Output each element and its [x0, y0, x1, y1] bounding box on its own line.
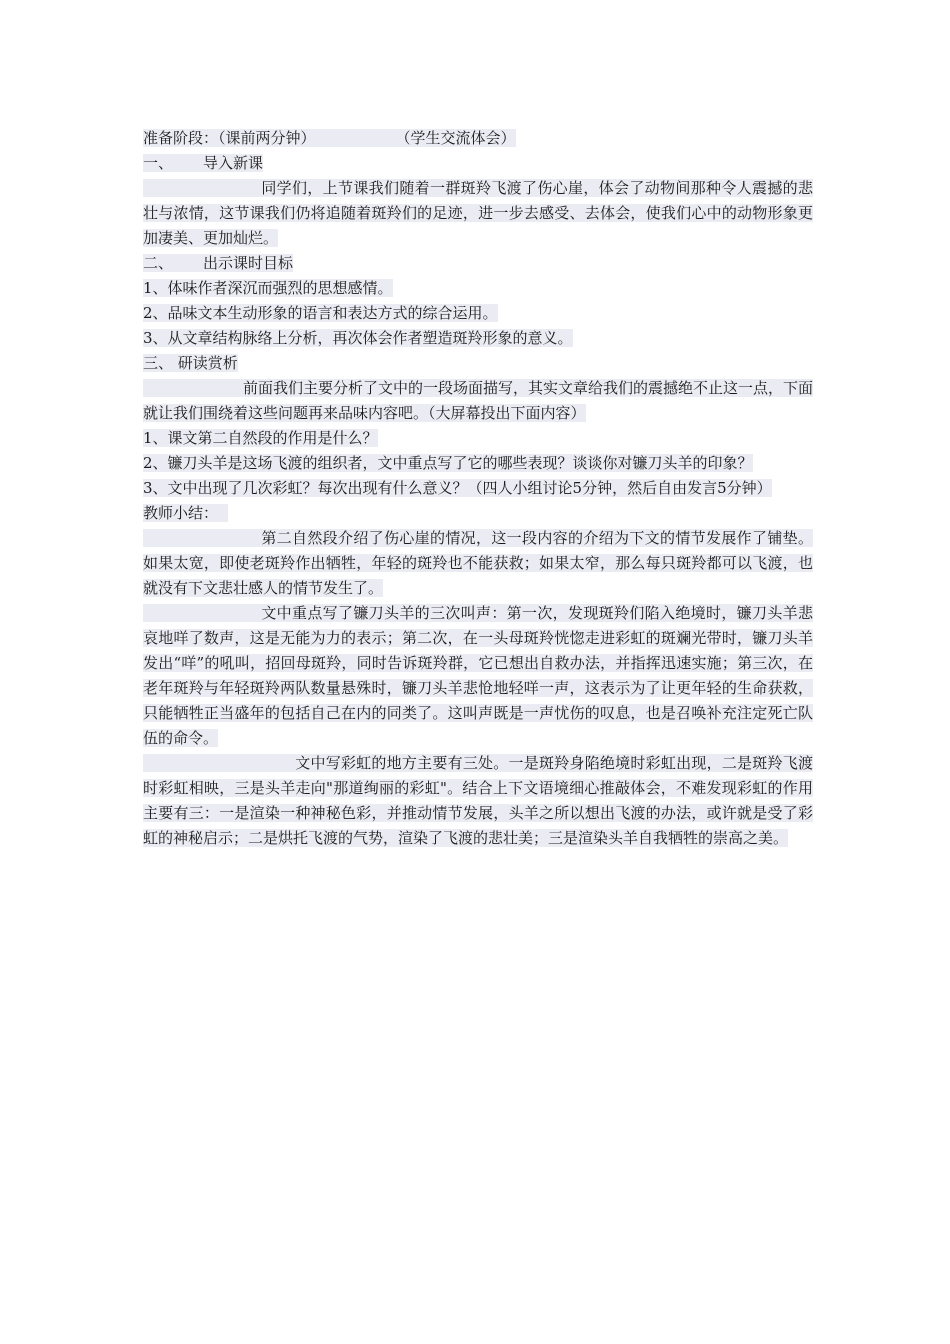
- intro-paragraph-text: 同学们，上节课我们随着一群斑羚飞渡了伤心崖，体会了动物间那种令人震撼的悲壮与浓情，这节课我们仍将追随着斑羚们的足迹，进一步去感受、去体会，使我们心中的动物形象更加凄美、更加灿烂。: [143, 179, 813, 247]
- summary-paragraph-text: 文中重点写了镰刀头羊的三次叫声：第一次，发现斑羚们陷入绝境时，镰刀头羊悲哀地咩了数声，这是无能为力的表示；第二次，在一头母斑羚恍惚走进彩虹的斑斓光带时，镰刀头羊发出“咩”的吼叫，招回母斑羚，同时告诉斑羚群，它已想出自救办法，并指挥迅速实施；第三次，在老年斑羚与年轻斑羚两队数量悬殊时，镰刀头羊悲怆地轻咩一声，这表示为了让更年轻的生命获救，只能牺牲正当盛年的包括自己在内的同类了。这叫声既是一声忧伤的叹息，也是召唤补充注定死亡队伍的命令。: [143, 604, 813, 747]
- section-heading-three: [143, 351, 813, 376]
- summary-label: 教师小结：: [143, 504, 219, 522]
- intro-paragraph: [143, 176, 813, 251]
- summary-label-line: [143, 501, 813, 526]
- goal-item-text: 1、体味作者深沉而强烈的思想感情。: [143, 279, 393, 297]
- question-item: [143, 476, 813, 501]
- section-three-title: 三、 研读赏析: [143, 354, 238, 372]
- question-item: [143, 426, 813, 451]
- question-item: [143, 451, 813, 476]
- goal-item: [143, 326, 813, 351]
- section-heading-one: [143, 151, 813, 176]
- goal-item: [143, 301, 813, 326]
- section-two-number: 二、: [143, 254, 174, 272]
- section-one-number: 一、: [143, 154, 174, 172]
- question-item-text: 3、文中出现了几次彩虹？每次出现有什么意义？（四人小组讨论5分钟，然后自由发言5分钟）: [143, 479, 772, 497]
- question-item-text: 1、课文第二自然段的作用是什么？: [143, 429, 378, 447]
- summary-paragraph-text: 文中写彩虹的地方主要有三处。一是斑羚身陷绝境时彩虹出现，二是斑羚飞渡时彩虹相映，三是头羊走向"那道绚丽的彩虹"。结合上下文语境细心推敲体会，不难发现彩虹的作用主要有三：一是渲染一种神秘色彩，并推动情节发展，头羊之所以想出飞渡的办法，或许就是受了彩虹的神秘启示；二是烘托飞渡的气势，渲染了飞渡的悲壮美；三是渲染头羊自我牺牲的崇高之美。: [143, 754, 813, 847]
- goal-item-text: 2、品味文本生动形象的语言和表达方式的综合运用。: [143, 304, 498, 322]
- goal-item: [143, 276, 813, 301]
- goal-item-text: 3、从文章结构脉络上分析，再次体会作者塑造斑羚形象的意义。: [143, 329, 573, 347]
- summary-paragraph: [143, 751, 813, 851]
- prep-label: 准备阶段：（课前两分钟）: [143, 129, 316, 147]
- question-item-text: 2、镰刀头羊是这场飞渡的组织者，文中重点写了它的哪些表现？谈谈你对镰刀头羊的印象？: [143, 454, 753, 472]
- prep-line: [143, 126, 813, 151]
- analysis-intro-paragraph: [143, 376, 813, 426]
- section-one-title: 导入新课: [203, 154, 264, 172]
- summary-paragraph-text: 第二自然段介绍了伤心崖的情况，这一段内容的介绍为下文的情节发展作了铺垫。如果太宽，即使老斑羚作出牺牲，年轻的斑羚也不能获救；如果太窄，那么每只斑羚都可以飞渡，也就没有下文悲壮感人的情节发生了。: [143, 529, 813, 597]
- document-body: [143, 126, 813, 851]
- summary-paragraph: [143, 526, 813, 601]
- summary-paragraph: [143, 601, 813, 751]
- section-two-title: 出示课时目标: [203, 254, 294, 272]
- analysis-intro-text: 前面我们主要分析了文中的一段场面描写，其实文章给我们的震撼绝不止这一点，下面就让我们围绕着这些问题再来品味内容吧。（大屏幕投出下面内容）: [143, 379, 814, 422]
- section-heading-two: [143, 251, 813, 276]
- prep-note: （学生交流体会）: [395, 129, 516, 147]
